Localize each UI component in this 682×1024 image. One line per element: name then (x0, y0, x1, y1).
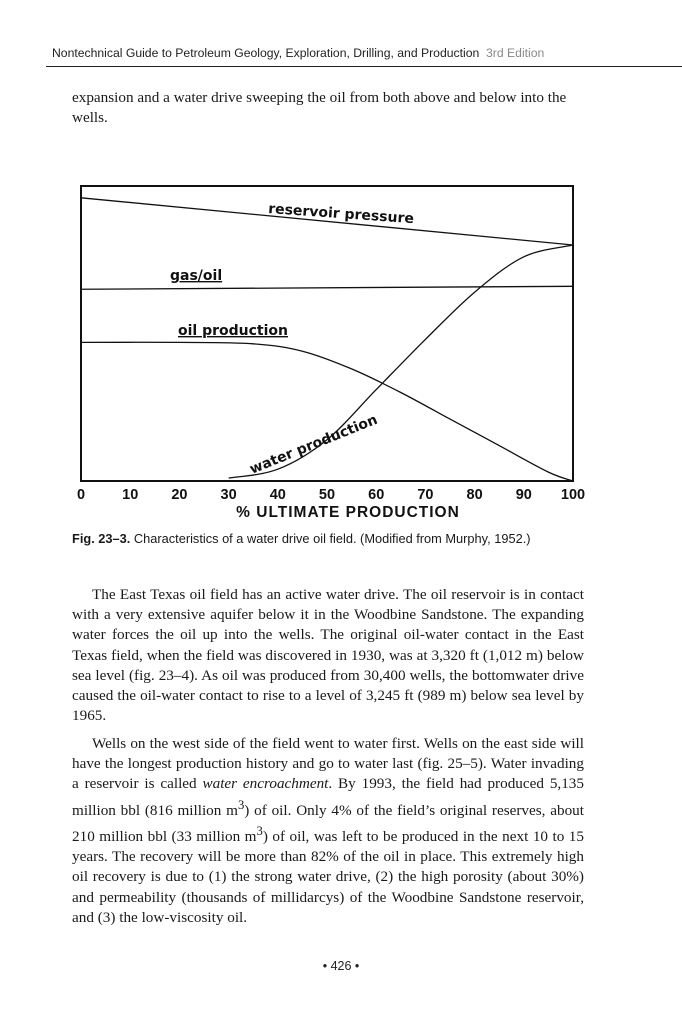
x-tick-label: 20 (171, 487, 188, 503)
paragraph-1: expansion and a water drive sweeping the oil from both above and below into the wells. (72, 89, 567, 127)
x-tick-label: 10 (122, 487, 139, 503)
oil-production-label: oil production (178, 323, 288, 339)
x-tick-label: 30 (220, 487, 237, 503)
x-tick-label: 80 (466, 487, 483, 503)
x-tick-label: 0 (76, 487, 86, 503)
x-tick-labels (77, 487, 585, 503)
superscript-3: 3 (256, 823, 263, 838)
water-production-label: water production (247, 411, 380, 478)
x-tick-label: 60 (368, 487, 385, 503)
reservoir-pressure-label: reservoir pressure (267, 201, 415, 228)
caption-text: Characteristics of a water drive oil field. (Modified from Murphy, 1952.) (133, 531, 531, 546)
water-production-curve (229, 245, 573, 478)
gas-oil-curve (81, 286, 573, 289)
paragraph-3 (72, 734, 584, 928)
paragraph-3-text-a: Wells on the west side of the field went to water first. Wells on the east side will have the longest production history and go to water last (fig. 25–5). Water invading a reservoir is called (72, 735, 584, 793)
paragraph-3-text-d: ) of oil, was left to be produced in the next 10 to 15 years. The recovery will be more than 82% of the oil in place. This extremely high oil recovery is due to (1) the strong water drive, (2) the high porosity (about 30%) and permeability (thousands of millidarcys) of the Woodbine Sandstone reservoir, and (3) the low-viscosity oil. (72, 827, 584, 926)
x-tick-label: 50 (318, 487, 336, 503)
x-tick-label: 90 (515, 487, 532, 503)
superscript-3: 3 (237, 797, 245, 812)
x-tick-label: 70 (417, 487, 434, 503)
oil-production-curve (81, 342, 573, 481)
book-title: Nontechnical Guide to Petroleum Geology, Exploration, Drilling, and Production (52, 46, 480, 60)
curve-label-group (170, 201, 414, 478)
figure-caption (72, 531, 612, 546)
x-axis-title: % ULTIMATE PRODUCTION (236, 504, 460, 521)
page-number: • 426 • (322, 959, 360, 973)
x-tick-label: 100 (560, 487, 586, 503)
edition-label: 3rd Edition (486, 46, 545, 60)
figure-number: Fig. 23–3. (72, 531, 131, 546)
paragraph-3-text-b: . By 1993, the field had produced 5,135 million bbl (816 million m (72, 775, 584, 819)
paragraph-3-text-c: ) of oil. Only 4% of the field’s original reserves, about 210 million bbl (33 million m (72, 801, 584, 845)
term-water-encroachment: water encroachment (202, 775, 329, 793)
paragraph-2: The East Texas oil field has an active water drive. The oil reservoir is in contact with a very extensive aquifer below it in the Woodbine Sandstone. The expanding water forces the oil up into the wells. The original oil-water contact in the East Texas field, when the field was discovered in 1930, was at 3,320 ft (1,012 m) below sea level (fig. 23–4). As oil was produced from 30,400 wells, the bottomwater drive caused the oil-water contact to rise to a level of 3,245 ft (989 m) below sea level by 1965. (72, 586, 584, 725)
gas-oil-label: gas/oil (170, 268, 223, 284)
x-tick-label: 40 (269, 487, 286, 503)
